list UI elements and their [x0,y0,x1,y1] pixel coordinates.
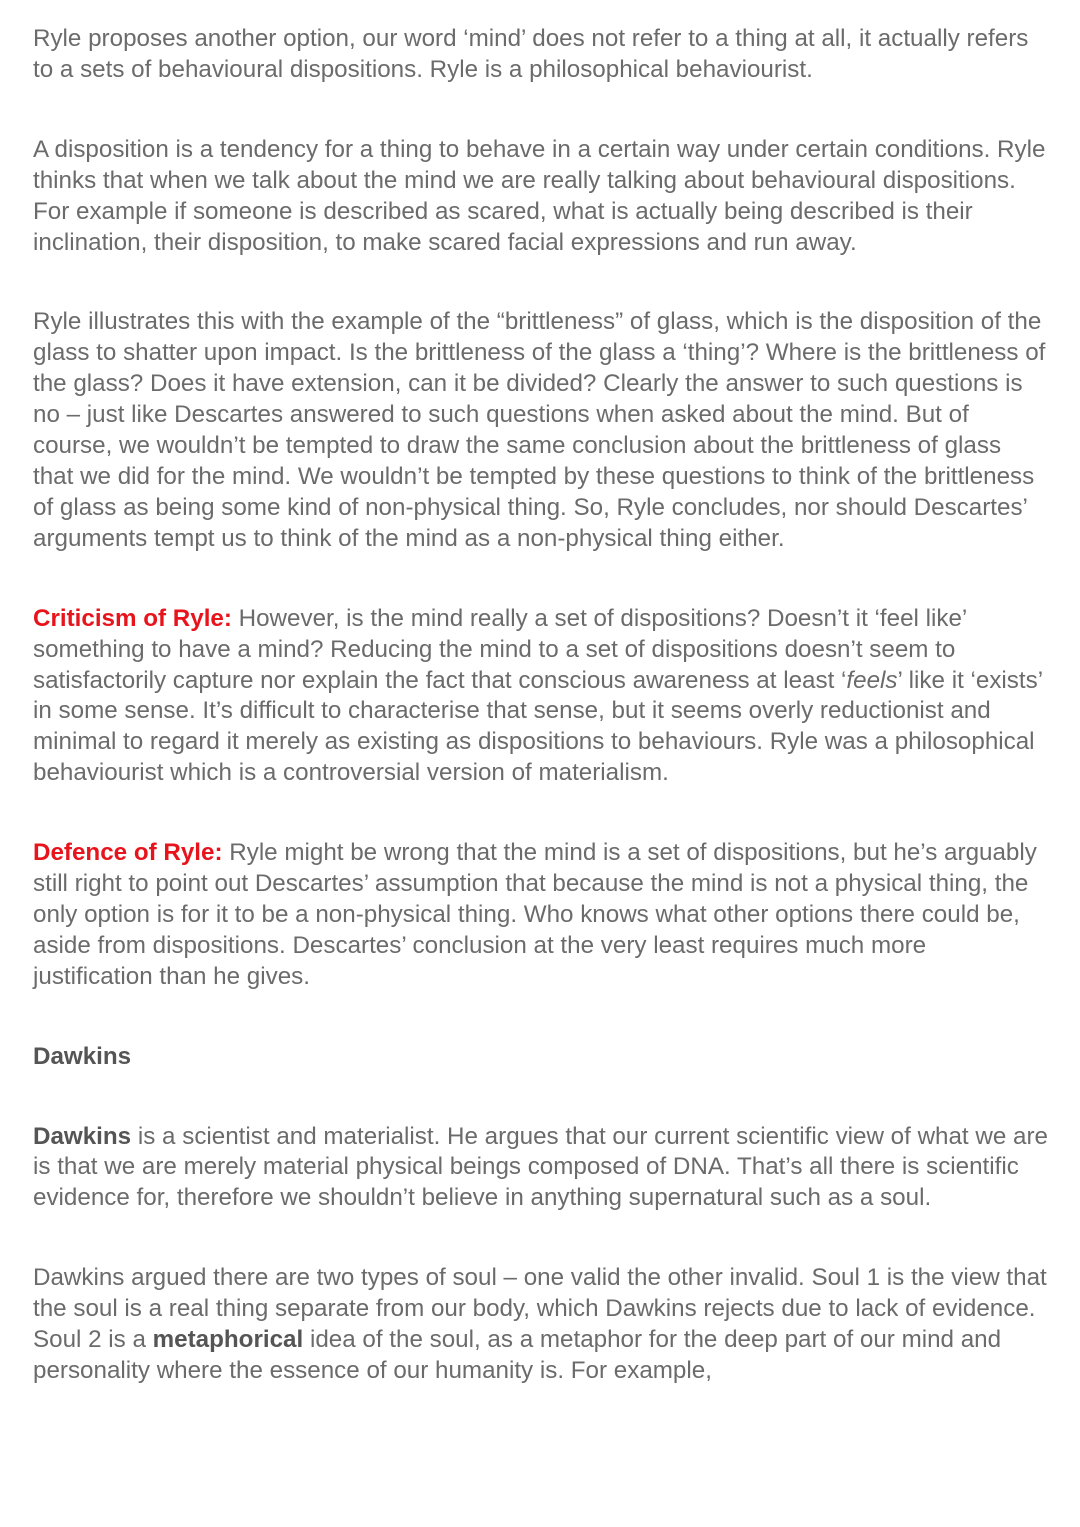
criticism-emphasis: feels [846,666,898,694]
paragraph-defence [33,838,1048,993]
defence-text: Ryle might be wrong that the mind is a set of dispositions, but he’s arguably still right to point out Descartes’ assumption that because the mind is not a physical thing, the only option is for it to be a non-physical thing. Who knows what other options there could be, aside from dispositions. Descartes’ conclusion at the very least requires much more justification than he gives. [33,839,1037,990]
criticism-text-a: However, is the mind really a set of dispositions? Doesn’t it ‘feel like’ something to have a mind? Reducing the mind to a set of dispositions doesn’t seem to satisfactorily capture nor explain the fact that conscious awareness at least ‘ [33,604,967,694]
document-page [33,24,1048,1387]
defence-label: Defence of Ryle: [33,839,223,867]
criticism-text-b: ’ like it ‘exists’ in some sense. It’s difficult to characterise that sense, but it seems overly reductionist and minimal to regard it merely as existing as dispositions to behaviours. Ryle was a philosophical behaviourist which is a controversial version of materialism. [33,666,1043,787]
metaphorical-term: metaphorical [152,1326,304,1354]
paragraph-criticism [33,604,1048,789]
section-heading-dawkins: Dawkins [33,1042,132,1070]
paragraph-dawkins-materialist [33,1122,1048,1215]
paragraph-brittleness: Ryle illustrates this with the example of the “brittleness” of glass, which is the disposition of the glass to shatter upon impact. Is the brittleness of the glass a ‘thing’? Where is the brittleness of the glass? Does it have extension, can it be divided? Clearly the answer to such questions is no – just like Descartes answered to such questions when asked about the mind. But of course, we wouldn’t be tempted to draw the same conclusion about the brittleness of glass that we did for the mind. We wouldn’t be tempted by these questions to think of the brittleness of glass as being some kind of non-physical thing. So, Ryle concludes, nor should Descartes’ arguments tempt us to think of the mind as a non-physical thing either. [33,308,1046,552]
dawkins-soul-text-b: idea of the soul, as a metaphor for the deep part of our mind and personality where the essence of our humanity is. For example, [33,1326,1002,1384]
dawkins-name: Dawkins [33,1122,132,1150]
dawkins-materialist-text: is a scientist and materialist. He argues that our current scientific view of what we are is that we are merely material physical beings composed of DNA. That’s all there is scientific evidence for, therefore we shouldn’t believe in anything supernatural such as a soul. [33,1122,1048,1212]
criticism-label: Criticism of Ryle: [33,604,232,632]
paragraph-dawkins-soul [33,1263,1048,1387]
dawkins-soul-text-a: Dawkins argued there are two types of soul – one valid the other invalid. Soul 1 is the view that the soul is a real thing separate from our body, which Dawkins rejects due to lack of evidence. Soul 2 is a [33,1264,1047,1354]
paragraph-disposition: A disposition is a tendency for a thing to behave in a certain way under certain conditions. Ryle thinks that when we talk about the mind we are really talking about behavioural dispositions. For example if someone is described as scared, what is actually being described is their inclination, their disposition, to make scared facial expressions and run away. [33,135,1046,256]
paragraph-ryle-intro: Ryle proposes another option, our word ‘mind’ does not refer to a thing at all, it actually refers to a sets of behavioural dispositions. Ryle is a philosophical behaviourist. [33,25,1029,83]
